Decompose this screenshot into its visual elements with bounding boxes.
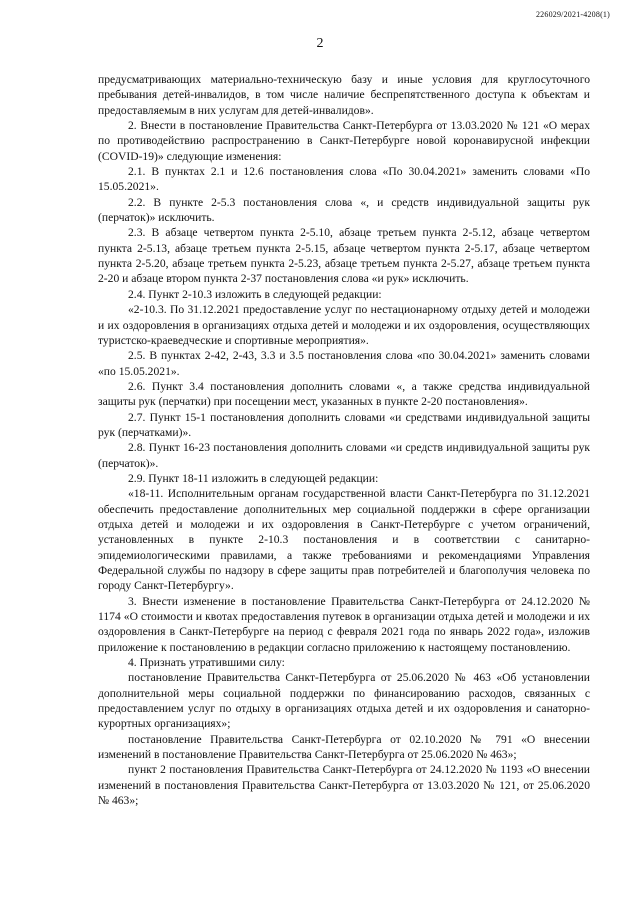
paragraph-2-4: 2.4. Пункт 2-10.3 изложить в следующей редакции:: [128, 287, 382, 301]
page-number: 2: [316, 36, 324, 51]
paragraph-1: предусматривающих материально-техническую базу и иные условия для круглосуточного пребывания детей-инвалидов, в том числе наличие беспрепятственного доступа к объектам и предоставляемым в них услугам для детей-инвалидов».: [98, 73, 590, 117]
paragraph-2-4-text: «2-10.3. По 31.12.2021 предоставление услуг по нестационарному отдыху детей и молодежи и их оздоровления в организациях отдыха детей и молодежи и их оздоровления, осуществляющих туристско-краеведческие и спортивные мероприятия».: [98, 303, 590, 347]
document-body: [98, 72, 590, 809]
paragraph-2-9: 2.9. Пункт 18-11 изложить в следующей редакции:: [128, 471, 379, 485]
paragraph-2: 2. Внести в постановление Правительства Санкт-Петербурга от 13.03.2020 № 121 «О мерах по противодействию распространению в Санкт-Петербурге новой коронавирусной инфекции (COVID-19)» следующие изменения:: [98, 119, 590, 163]
paragraph-2-2: 2.2. В пункте 2-5.3 постановления слова «, и средств индивидуальной защиты рук (перчаток)» исключить.: [98, 195, 590, 225]
paragraph-2-8: 2.8. Пункт 16-23 постановления дополнить словами «и средств индивидуальной защиты рук (перчаток)».: [98, 441, 590, 470]
paragraph-2-6: 2.6. Пункт 3.4 постановления дополнить словами «, а также средства индивидуальной защиты рук (перчатки) при посещении мест, указанных в пункте 2-20 постановления».: [98, 379, 590, 409]
paragraph-3: 3. Внести изменение в постановление Правительства Санкт-Петербурга от 24.12.2020 № 1174 «О стоимости и квотах предоставления путевок в организации отдыха детей и молодежи и их оздоровления в Санкт-Петербурге на период с февраля 2021 года по январь 2022 года», изложив приложение к постановлению в редакции согласно приложению к настоящему постановлению.: [98, 594, 590, 654]
document-number: 226029/2021-4208(1): [535, 10, 610, 19]
paragraph-4-item-3: пункт 2 постановления Правительства Санкт-Петербурга от 24.12.2020 № 1193 «О внесении изменений в постановления Правительства Санкт-Петербурга от 13.03.2020 № 121, от 25.06.2020 № 463»;: [98, 763, 590, 808]
paragraph-2-3: 2.3. В абзаце четвертом пункта 2-5.10, абзаце третьем пункта 2-5.12, абзаце четвертом пункта 2-5.13, абзаце третьем пункта 2-5.15, абзаце четвертом пункта 2-5.17, абзаце четвертом пункта 2-5.20, абзаце третьем пункта 2-5.23, абзаце третьем пункта 2-5.27, абзаце третьем пункта 2-20 и абзаце втором пункта 2-37 постановления слова «и рук» исключить.: [98, 226, 590, 286]
paragraph-2-1: 2.1. В пунктах 2.1 и 12.6 постановления слова «По 30.04.2021» заменить словами «По 15.05.2021».: [98, 165, 590, 194]
paragraph-2-7: 2.7. Пункт 15-1 постановления дополнить словами «и средствами индивидуальной защиты рук (перчатками)».: [98, 410, 590, 439]
paragraph-4-item-2: постановление Правительства Санкт-Петербурга от 02.10.2020 № 791 «О внесении изменений в постановление Правительства Санкт-Петербурга от 25.06.2020 № 463»;: [98, 732, 590, 762]
paragraph-2-5: 2.5. В пунктах 2-42, 2-43, 3.3 и 3.5 постановления слова «по 30.04.2021» заменить словами «по 15.05.2021».: [98, 349, 590, 378]
paragraph-4: 4. Признать утратившими силу:: [128, 656, 285, 670]
paragraph-2-9-text: «18-11. Исполнительным органам государственной власти Санкт-Петербурга по 31.12.2021 обеспечить предоставление дополнительных мер социальной поддержки в сфере организации отдыха детей и молодежи и их оздоровления в Санкт-Петербурге с учетом ограничений, установленных в пункте 2-10.3 постановления и в соответствии с санитарно-эпидемиологическими правилами, а также требованиями и рекомендациями Управления Федеральной службы по надзору в сфере защиты прав потребителей и благополучия человека по городу Санкт-Петербургу».: [98, 487, 590, 593]
paragraph-4-item-1: постановление Правительства Санкт-Петербурга от 25.06.2020 № 463 «Об установлении дополнительной меры социальной поддержки по финансированию расходов, связанных с предоставлением услуг по отдыху в организациях отдыха детей и их оздоровления и санаторно-курортных организациях»;: [98, 671, 590, 731]
